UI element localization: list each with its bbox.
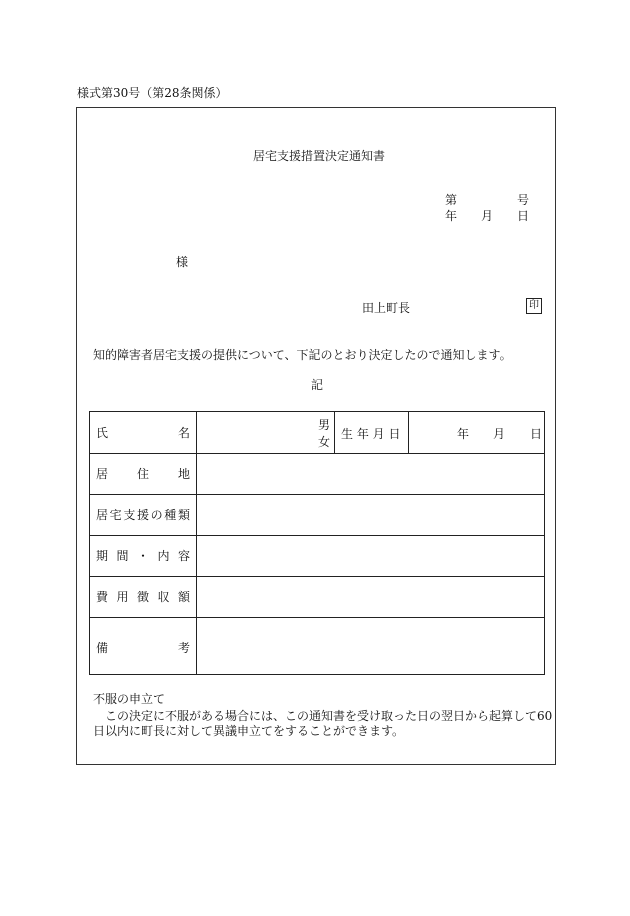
- row-label-support-type: 居 宅 支 援 の 種 類: [96, 508, 190, 522]
- number-suffix: 号: [517, 193, 530, 207]
- row-label-fee: 費 用 徴 収 額: [96, 590, 190, 604]
- birthdate-day: 日: [530, 427, 543, 441]
- issuer: 田上町長: [362, 301, 411, 315]
- objection-heading: 不服の申立て: [93, 692, 166, 706]
- document-title: 居宅支援措置決定通知書: [253, 149, 386, 163]
- row-label-residence: 居 住 地: [96, 467, 190, 481]
- body-text: 知的障害者居宅支援の提供について、下記のとおり決定したので通知します。: [93, 348, 512, 362]
- seal-mark: 印: [526, 298, 542, 314]
- form-number: 様式第30号（第28条関係）: [77, 86, 228, 100]
- date-day: 日: [517, 209, 530, 223]
- ki-label: 記: [311, 378, 324, 392]
- row-label-name: 氏 名: [96, 426, 190, 440]
- birthdate-year: 年: [457, 427, 470, 441]
- objection-line-1: この決定に不服がある場合には、この通知書を受け取った日の翌日から起算して60: [105, 709, 553, 723]
- date-year: 年: [445, 209, 458, 223]
- date-month: 月: [481, 209, 494, 223]
- number-prefix: 第: [445, 193, 458, 207]
- gender-female: 女: [318, 435, 331, 449]
- birthdate-month: 月: [493, 427, 506, 441]
- addressee-suffix: 様: [176, 255, 189, 269]
- row-label-period-content: 期 間 ・ 内 容: [96, 549, 190, 563]
- gender-male: 男: [318, 418, 331, 432]
- objection-line-2: 日以内に町長に対して異議申立てをすることができます。: [93, 724, 405, 738]
- row-label-remarks: 備 考: [96, 641, 190, 655]
- applicant-table: [89, 411, 545, 675]
- birthdate-label: 生 年 月 日: [341, 427, 401, 441]
